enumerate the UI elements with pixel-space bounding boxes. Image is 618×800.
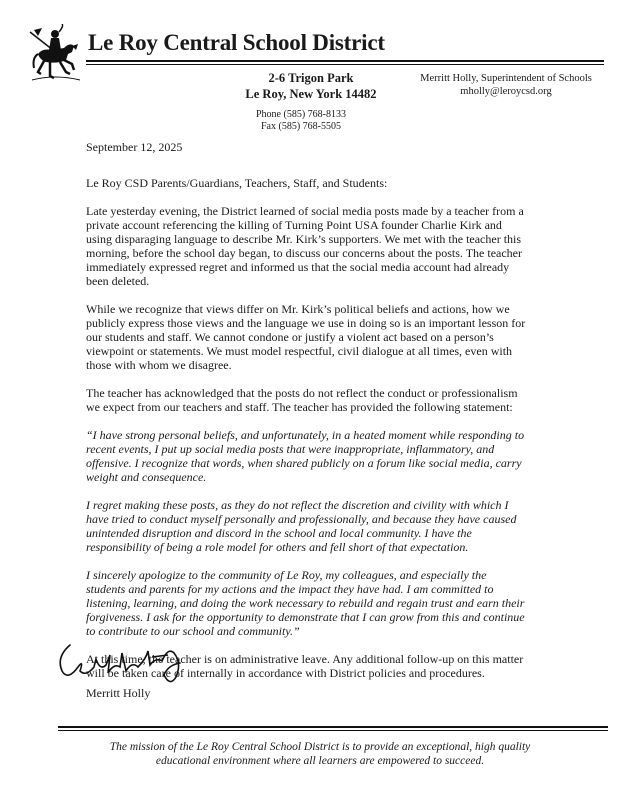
mission-statement: The mission of the Le Roy Central School District is to provide an exceptional, high quality educational environment where all learners are empowered to succeed. xyxy=(109,741,531,767)
letter-paragraph: While we recognize that views differ on Mr. Kirk’s political beliefs and actions, how we publicly express those views and the language we use in doing so is an important lesson for our students and staff. We cannot condone or justify a violent act based on a person’s viewpoint or statements. We must model respectful, civil dialogue at all times, even with those with whom we disagree. xyxy=(86,302,526,372)
district-address xyxy=(236,70,386,102)
address-street: 2-6 Trigon Park xyxy=(268,71,354,85)
address-city: Le Roy, New York 14482 xyxy=(245,87,377,101)
letter-paragraph: The teacher has acknowledged that the posts do not reflect the conduct or professionalism we expect from our teachers and staff. The teacher has provided the following statement: xyxy=(86,386,518,414)
header-rule xyxy=(86,60,604,62)
teacher-statement-paragraph: “I have strong personal beliefs, and unfortunately, in a heated moment while responding to recent events, I put up social media posts that were inappropriate, inflammatory, and offensive. I recognize that words, when shared publicly on a forum like social media, carry weight and consequence. xyxy=(86,428,525,484)
handwritten-signature xyxy=(56,637,196,689)
footer-rule-thin xyxy=(58,730,608,731)
teacher-statement-paragraph: I regret making these posts, as they do not reflect the discretion and civility with which I have tried to conduct myself personally and professionally, and because they have caused unintended disruption and discord in the school and local community. I have the responsibility of being a role model for others and fell short of that expectation. xyxy=(86,498,517,554)
phone-number: Phone (585) 768-8133 xyxy=(256,109,346,120)
letter-body xyxy=(86,140,526,680)
knight-on-horse-logo-icon xyxy=(28,24,82,82)
superintendent-email: mholly@leroycsd.org xyxy=(460,86,552,97)
signer-name: Merritt Holly xyxy=(86,686,151,700)
letter-closing: At this time, the teacher is on administrative leave. Any additional follow-up on this matter will be taken care of internally in accordance with District policies and procedures. xyxy=(86,652,524,680)
district-name: Le Roy Central School District xyxy=(88,30,385,55)
letter-salutation: Le Roy CSD Parents/Guardians, Teachers, Staff, and Students: xyxy=(86,176,388,190)
footer-rule xyxy=(58,726,608,728)
letter-date: September 12, 2025 xyxy=(86,140,183,154)
letter-paragraph: Late yesterday evening, the District learned of social media posts made by a teacher from a private account referencing the killing of Turning Point USA founder Charlie Kirk and using disparaging language to describe Mr. Kirk’s supporters. We met with the teacher this morning, before the school day began, to discuss our concerns about the posts. The teacher immediately expressed regret and informed us that the social media account had already been deleted. xyxy=(86,204,524,288)
superintendent-title: Merritt Holly, Superintendent of Schools xyxy=(420,73,592,84)
fax-number: Fax (585) 768-5505 xyxy=(261,121,341,132)
header-rule-thin xyxy=(86,64,604,65)
teacher-statement-paragraph: I sincerely apologize to the community of Le Roy, my colleagues, and especially the students and parents for my actions and the impact they have had. I am committed to listening, learning, and doing the work necessary to rebuild and regain trust and earn their forgiveness. I ask for the opportunity to demonstrate that I can grow from this and continue to contribute to our school and community.” xyxy=(86,568,525,638)
district-phone-fax xyxy=(246,109,356,133)
superintendent-contact xyxy=(408,72,604,98)
